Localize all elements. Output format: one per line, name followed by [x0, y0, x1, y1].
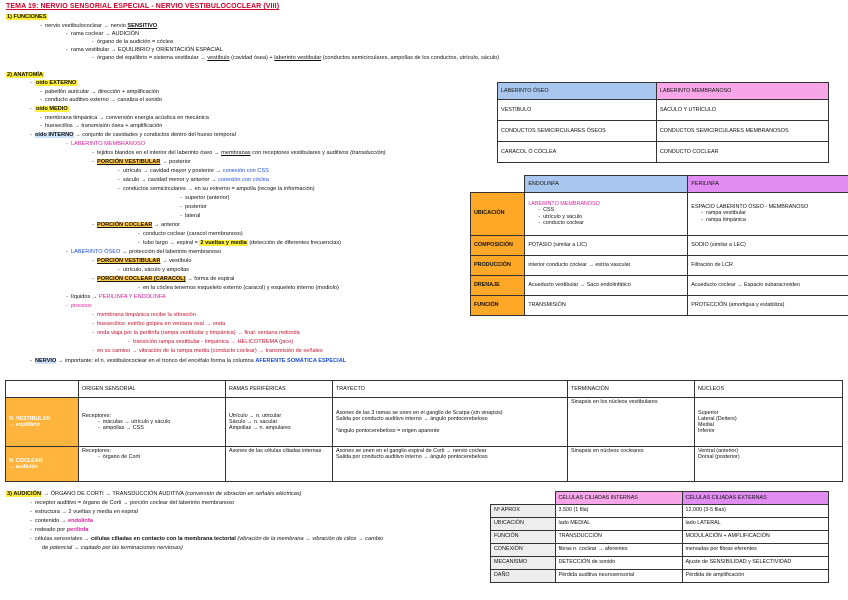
table-cell: lado LATERAL — [682, 517, 829, 530]
nerv-header-origen: ORIGEN SENSORIAL — [79, 381, 226, 398]
table-cell: PROTECCIÓN (amortigua y estabiliza) — [688, 295, 848, 315]
lab-header-oseo: LABERINTO ÓSEO — [498, 83, 657, 100]
pv-1: - utrículo → cavidad mayor y posterior → conexión con CSS — [118, 168, 269, 174]
nerv-header-ramas: RAMAS PERIFÉRICAS — [226, 381, 333, 398]
laberinto-membranoso: - LABERINTO MEMBRANOSO — [66, 141, 146, 147]
table-cell: CONEXIÓN — [491, 543, 556, 556]
linfas-table — [470, 175, 848, 316]
table-cell: interior conducto coclear → estría vascular — [525, 255, 688, 275]
pc-oseo-1: - en la cóclea tenemos esqueleto externo (caracol) y esqueleto interno (modiolo) — [138, 285, 339, 291]
table-row — [491, 517, 829, 530]
table-cell: 3.500 (1 fila) — [555, 504, 682, 517]
nervio-line: - NERVIO → importante: el n. vestibulococlear en el tronco del encéfalo forma la columna AFERENTE SOMÁTICA ESPECIAL — [30, 358, 347, 364]
table-cell: Acueducto coclear → Espacio subaracnoideo — [688, 275, 848, 295]
audicion-4: - rodeado por perilinfa — [30, 527, 89, 533]
table-cell: VESTÍBULO — [498, 100, 657, 121]
table-cell — [6, 381, 79, 398]
table-cell: FUNCIÓN — [471, 295, 525, 315]
table-cell: FUNCIÓN — [491, 530, 556, 543]
proceso-1: - membrana timpánica recibe la vibración — [92, 312, 196, 318]
medio-1: - membrana timpánica → conversión energía acústica en mecánica — [40, 115, 209, 121]
lab-header-membranoso: LABERINTO MEMBRANOSO — [656, 83, 828, 100]
table-cell: inervadas por fibras eferentes — [682, 543, 829, 556]
table-row — [471, 235, 848, 255]
table-cell: lado MEDIAL — [555, 517, 682, 530]
nerv-header-trayecto: TRAYECTO — [333, 381, 568, 398]
table-row — [491, 543, 829, 556]
pv-3c: - lateral — [180, 213, 201, 219]
table-cell: DETECCIÓN de sonido — [555, 556, 682, 569]
nerv-header-nucleos: NÚCLEOS — [695, 381, 843, 398]
pv-3a: - superior (anterior) — [180, 195, 230, 201]
table-cell: Axones de las células ciliadas internas — [226, 447, 333, 482]
nerv-header-terminacion: TERMINACIÓN — [568, 381, 695, 398]
table-cell: Axones se unen en el ganglio espiral de Corti → nervio coclear Salida por conducto auditivo interno → ángulo pontocerebeloso — [333, 447, 568, 482]
nervios-table — [5, 380, 843, 482]
table-cell: Acueducto vestibular → Saco endolinfático — [525, 275, 688, 295]
table-cell: TRANSMISIÓN — [525, 295, 688, 315]
table-cell: MODULACIÓN + AMPLIFICACIÓN — [682, 530, 829, 543]
table-cell: CONDUCTOS SEMICIRCULARES MEMBRANOSOS — [656, 121, 828, 142]
section-2-heading: 2) ANATOMÍA — [7, 72, 43, 78]
table-cell: COMPOSICIÓN — [471, 235, 525, 255]
pv-3: - conductos semicirculares → en su extremo = ampolla (recoge la información) — [118, 186, 315, 192]
table-cell: Sinapsis en núcleos cocleares — [568, 447, 695, 482]
table-row — [6, 447, 843, 482]
liquidos: - líquidos → PERILINFA Y ENDOLINFA — [66, 294, 166, 300]
laberinto-table — [497, 82, 829, 163]
cel-header-externas: CÉLULAS CILIADAS EXTERNAS — [682, 492, 829, 505]
table-cell: MECANISMO — [491, 556, 556, 569]
table-cell: SODIO (similar a LEC) — [688, 235, 848, 255]
audicion-5-cont: de potencial → captado por las terminaciones nerviosas) — [42, 545, 183, 551]
table-cell: Receptores: - máculas → utrículo y sáculo - ampollas → CSS — [79, 398, 226, 447]
table-row — [498, 100, 829, 121]
proceso-2: - huesecillos: estribo golpea en ventana oval → onda — [92, 321, 226, 327]
table-cell: ESPACIO LABERINTO ÓSEO - MEMBRANOSO - rampa vestibular - rampa timpánica — [688, 192, 848, 235]
table-cell: Superior Lateral (Deiters) Medial Inferior — [695, 398, 843, 447]
table-cell: CARACOL Ó CÓCLEA — [498, 142, 657, 163]
table-cell: Sinapsis en los núcleos vestibulares — [568, 398, 695, 447]
pv-oseo-1: - utrículo, sáculo y ampollas — [118, 267, 189, 273]
funciones-line-1: - nervio vestibulococlear → nervio SENSITIVO — [40, 23, 158, 29]
table-cell — [471, 176, 525, 193]
table-cell: LABERINTO MEMBRANOSO - CSS - utrículo y sáculo - conducto coclear — [525, 192, 688, 235]
funciones-line-2: - rama coclear → AUDICIÓN — [66, 31, 140, 37]
table-cell: TRANSDUCCIÓN — [555, 530, 682, 543]
table-row — [491, 569, 829, 582]
oido-externo: - oído EXTERNO — [30, 80, 77, 86]
audicion-5: - células sensoriales → células ciliadas en contacto con la membrana tectorial (vibración de la membrana → vibración de cilios → cambio — [30, 536, 384, 542]
proceso-5: - en su camino → vibración de la rampa media (conducto coclear) → transmisión de señales — [92, 348, 323, 354]
pc-oseo: - PORCIÓN COCLEAR (CARACOL) → forma de espiral — [92, 276, 235, 282]
pv-2: - sáculo → cavidad menor y anterior → conexión con cóclea — [118, 177, 269, 183]
oido-interno: - oído INTERNO → conjunto de cavidades y conductos dentro del hueso temporal — [30, 132, 236, 138]
table-cell: SÁCULO Y UTRÍCULO — [656, 100, 828, 121]
table-cell: Ventral (anterior) Dorsal (posterior) — [695, 447, 843, 482]
table-cell — [491, 492, 556, 505]
table-cell: N. COCLEAR → audición — [6, 447, 79, 482]
table-cell: Receptores: - órgano de Corti — [79, 447, 226, 482]
medio-2: - huesecillos → transmisión ósea + amplificación — [40, 123, 163, 129]
table-row — [471, 295, 848, 315]
table-cell: Nº APROX — [491, 504, 556, 517]
externo-2: - conducto auditivo externo → canaliza el sonido — [40, 97, 162, 103]
audicion-2: - estructura → 2 vueltas y media en espiral — [30, 509, 138, 515]
table-cell: Axones de las 3 ramas se unen en el ganglio de Scarpa (sin sinapsis) Salida por conducto auditivo interno → ángulo pontocerebeloso *ángulo pontocerebeloso = origen aparente — [333, 398, 568, 447]
table-row — [471, 192, 848, 235]
porcion-vestibular: - PORCIÓN VESTIBULAR → posterior — [92, 159, 191, 165]
funciones-line-5: - órgano del equilibrio = sistema vestibular → vestíbulo (cavidad ósea) + laberinto vestibular (conductos semicirculares, ampollas de los conductos, utrículo, sáculo) — [92, 55, 500, 61]
table-cell: UBICACIÓN — [471, 192, 525, 235]
table-cell: Ajuste de SENSIBILIDAD y SELECTIVIDAD — [682, 556, 829, 569]
table-row — [491, 504, 829, 517]
table-cell: Pérdida auditiva neurosensorial — [555, 569, 682, 582]
page-title: TEMA 19: NERVIO SENSORIAL ESPECIAL - NERVIO VESTIBULOCOCLEAR (VIII) — [6, 3, 280, 10]
table-row — [498, 142, 829, 163]
audicion-3: - contenido → endolinfa — [30, 518, 93, 524]
table-cell: PRODUCCIÓN — [471, 255, 525, 275]
pv-oseo: - PORCIÓN VESTIBULAR → vestíbulo — [92, 258, 192, 264]
cel-header-internas: CÉLULAS CILIADAS INTERNAS — [555, 492, 682, 505]
table-cell: CONDUCTOS SEMICIRCULARES ÓSEOS — [498, 121, 657, 142]
funciones-line-4: - rama vestibular → EQUILIBRIO y ORIENTACIÓN ESPACIAL — [66, 47, 223, 53]
celulas-table — [490, 491, 829, 583]
linfa-header-endolinfa: ENDOLINFA — [525, 176, 688, 193]
externo-1: - pabellón auricular → dirección + amplificación — [40, 89, 159, 95]
table-cell: CONDUCTO COCLEAR — [656, 142, 828, 163]
pv-3b: - posterior — [180, 204, 207, 210]
proceso: - proceso: — [66, 303, 93, 309]
table-cell: N. VESTIBULAR → equilibrio — [6, 398, 79, 447]
table-row — [498, 121, 829, 142]
funciones-line-3: - órgano de la audición = cóclea — [92, 39, 174, 45]
linfa-header-perilinfa: PERILINFA — [688, 176, 848, 193]
table-row — [491, 556, 829, 569]
table-cell: POTASIO (similar a LIC) — [525, 235, 688, 255]
audicion-1: - receptor auditivo = órgano de Corti → porción coclear del laberinto membranoso — [30, 500, 235, 506]
table-cell: DRENAJE — [471, 275, 525, 295]
pc-1: - conducto coclear (caracol membranoso) — [138, 231, 243, 237]
table-cell: DAÑO — [491, 569, 556, 582]
table-row — [471, 255, 848, 275]
laberinto-oseo: - LABERINTO ÓSEO → protección del laberinto membranoso — [66, 249, 222, 255]
section-3-heading: 3) AUDICIÓN → ÓRGANO DE CORTI → TRANSDUCCIÓN AUDITIVA (conversión de vibración en señales eléctricas) — [7, 491, 302, 497]
table-cell: Utrículo → n. utricular Sáculo → n. sacular Ampollas → n. ampulares — [226, 398, 333, 447]
table-cell: Filtración de LCR — [688, 255, 848, 275]
table-row — [6, 398, 843, 447]
table-cell: 12.000 (3-5 filas) — [682, 504, 829, 517]
table-cell: fibras n. coclear → aferentes — [555, 543, 682, 556]
proceso-3: - onda viaja por la perilinfa (rampa vestibular y timpánica) → final: ventana redonda — [92, 330, 300, 336]
oido-medio: - oído MEDIO — [30, 106, 68, 112]
lab-m-1: - tejidos blandos en el interior del laberinto óseo → membranas con receptores vestibulares y auditivos (transducción) — [92, 150, 386, 156]
porcion-coclear: - PORCIÓN COCLEAR → anterior — [92, 222, 180, 228]
proceso-4: - transición rampa vestibular - timpánica → HELICOTREMA (pico) — [128, 339, 294, 345]
table-row — [471, 275, 848, 295]
table-cell: Pérdida de amplificación — [682, 569, 829, 582]
section-1-heading: 1) FUNCIONES — [7, 14, 47, 20]
pc-2: - tubo largo → espiral = 2 vueltas y media (detección de diferentes frecuencias) — [138, 240, 342, 246]
table-cell: UBICACIÓN — [491, 517, 556, 530]
table-row — [491, 530, 829, 543]
